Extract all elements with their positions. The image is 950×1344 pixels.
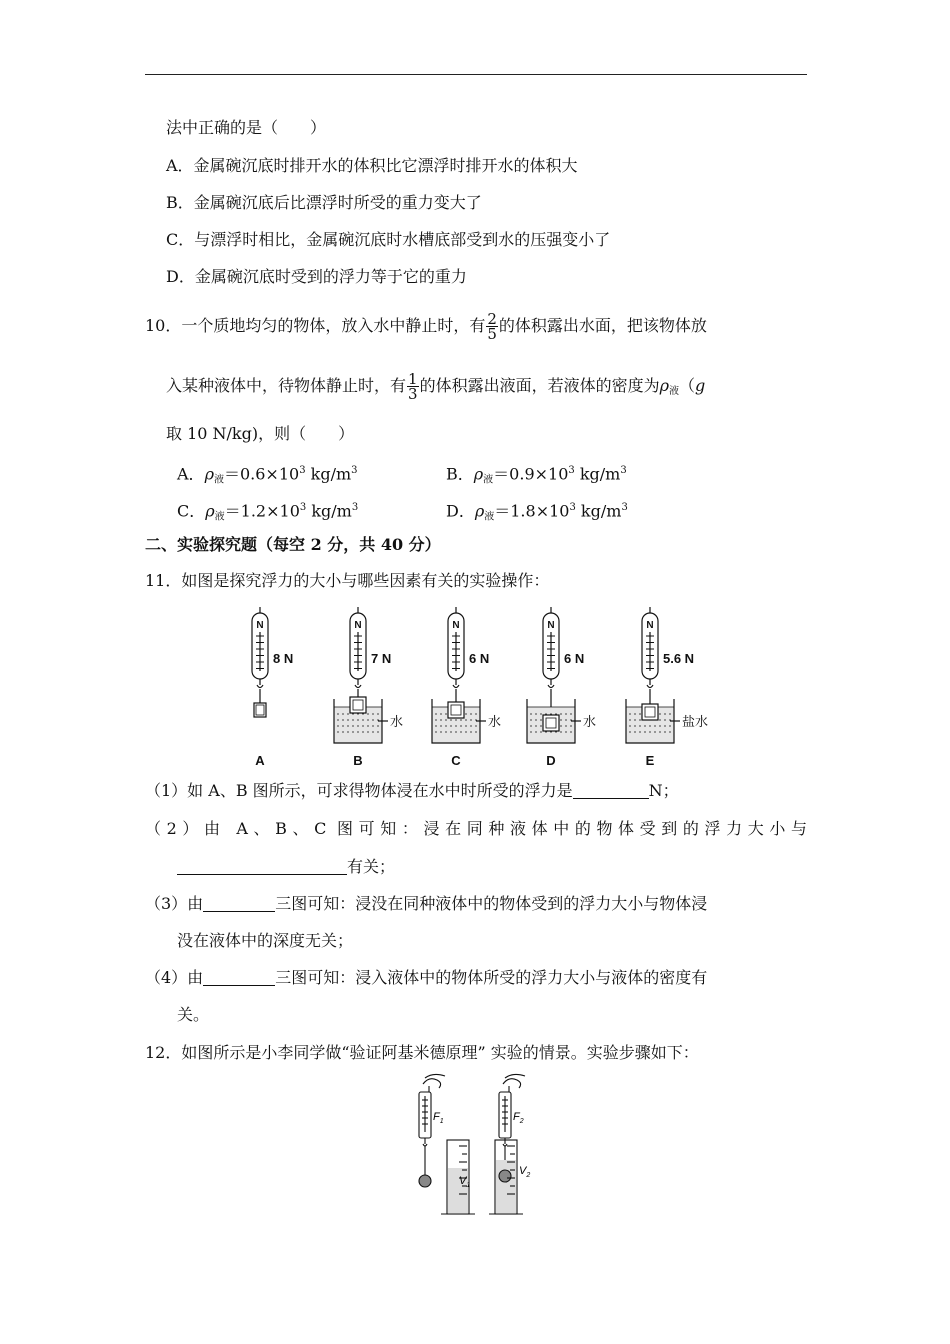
q11-figure — [235, 605, 725, 770]
q10-text: 10．一个质地均匀的物体，放入水中静止时，有 — [145, 316, 486, 335]
q9-option-b: B．金属碗沉底后比漂浮时所受的重力变大了 — [166, 193, 482, 212]
fraction-one-third — [407, 372, 419, 401]
liquid-label: 水 — [488, 714, 502, 729]
q10-line-1 — [145, 312, 807, 341]
f1-label: $F_1$ — [433, 1111, 444, 1125]
scale-reading: 7 N — [371, 651, 392, 666]
spring-scale-setup-c — [432, 607, 501, 768]
liquid-label: 盐水 — [682, 714, 709, 729]
f2-label: $F_2$ — [513, 1111, 524, 1125]
v2-label: $V_2$ — [519, 1165, 531, 1179]
fraction-numerator: 2 — [487, 310, 497, 328]
unit: kg/m — [305, 464, 352, 484]
q10-option-d — [446, 497, 628, 528]
q9-option-a: A．金属碗沉底时排开水的体积比它漂浮时排开水的体积大 — [166, 156, 578, 175]
rho-symbol: ρ — [473, 464, 484, 484]
q10-text: 的体积露出水面，把该物体放 — [498, 316, 707, 335]
scale-reading: 8 N — [273, 651, 294, 666]
unit-exponent: 3 — [620, 465, 627, 476]
rho-subscript: 液 — [668, 386, 679, 397]
exponent: 3 — [299, 465, 306, 476]
option-label: D． — [446, 501, 475, 521]
q9-option-d: D．金属碗沉底时受到的浮力等于它的重力 — [166, 267, 467, 286]
exponent: 3 — [299, 502, 307, 513]
q11-text: 三图可知：浸入液体中的物体所受的浮力大小与液体的密度有 — [275, 968, 708, 987]
rho-symbol: ρ — [474, 501, 485, 521]
unit-exponent: 3 — [351, 502, 359, 513]
spring-scale-f2 — [489, 1074, 525, 1214]
figure-label: C — [451, 753, 461, 768]
fraction-denominator: 5 — [487, 325, 497, 343]
q11-part-2: （2）由 A、B、C 图可知：浸在同种液体中的物体受到的浮力大小与 — [145, 819, 807, 838]
rho-subscript: 液 — [213, 474, 224, 486]
q11-part-2-cont — [177, 856, 395, 878]
newton-mark: N — [452, 620, 460, 631]
q11-text: （4）由 — [145, 968, 204, 987]
newton-mark: N — [646, 620, 654, 631]
spring-scale-setup-a — [252, 607, 293, 768]
q11-part-3-cont: 没在液体中的深度无关； — [177, 931, 354, 950]
v1-label: $V_1$ — [459, 1175, 471, 1189]
q10-text: 入某种液体中，待物体静止时，有 — [166, 376, 407, 395]
spring-scale-setup-e — [626, 607, 708, 768]
q11-text: （1）如 A、B 图所示，可求得物体浸在水中时所受的浮力是 — [145, 781, 573, 800]
rho-subscript: 液 — [483, 474, 494, 486]
option-value: ＝1.8×10 — [494, 501, 570, 521]
q11-part-4-cont: 关。 — [177, 1005, 210, 1024]
option-value: ＝0.6×10 — [223, 464, 300, 484]
option-value: ＝0.9×10 — [493, 464, 569, 484]
liquid-label: 水 — [390, 714, 404, 729]
figure-label: A — [255, 753, 265, 768]
option-label: C． — [177, 501, 206, 521]
unit: kg/m — [575, 501, 622, 521]
newton-mark: N — [354, 620, 362, 631]
option-label: B． — [446, 464, 474, 484]
spring-scale-f1 — [419, 1074, 475, 1214]
liquid-label: 水 — [583, 714, 597, 729]
answer-blank[interactable] — [573, 782, 649, 799]
q12-stem: 12．如图所示是小李同学做“验证阿基米德原理” 实验的情景。实验步骤如下： — [145, 1043, 699, 1062]
section-title: 二、实验探究题（每空 2 分，共 40 分） — [145, 535, 441, 554]
figure-label: D — [546, 753, 556, 768]
q11-stem: 11．如图是探究浮力的大小与哪些因素有关的实验操作： — [145, 571, 550, 590]
q11-part-1 — [145, 780, 679, 802]
fraction-denominator: 3 — [408, 385, 418, 403]
q10-text: 的体积露出液面，若液体的密度为 — [419, 376, 660, 395]
q9-option-c: C．与漂浮时相比，金属碗沉底时水槽底部受到水的压强变小了 — [166, 230, 611, 249]
q11-text: （3）由 — [145, 894, 204, 913]
option-value: ＝1.2×10 — [224, 501, 300, 521]
rho-subscript: 液 — [484, 511, 495, 523]
rho-symbol: ρ — [659, 376, 669, 395]
unit: kg/m — [306, 501, 352, 521]
newton-mark: N — [547, 620, 555, 631]
newton-mark: N — [256, 620, 264, 631]
q10-option-b — [446, 460, 627, 491]
rho-symbol: ρ — [205, 501, 215, 521]
exponent: 3 — [568, 465, 575, 476]
q11-part-3 — [145, 893, 707, 915]
q11-part-4 — [145, 967, 707, 989]
unit-exponent: 3 — [351, 465, 358, 476]
answer-blank[interactable] — [203, 895, 275, 912]
answer-blank[interactable] — [177, 858, 347, 875]
q10-option-a — [177, 460, 358, 491]
option-label: A． — [177, 464, 205, 484]
q11-text: N； — [648, 781, 679, 800]
fraction-two-fifths — [486, 312, 498, 341]
figure-label: B — [353, 753, 363, 768]
q11-text: 有关； — [347, 857, 396, 876]
fraction-numerator: 1 — [408, 370, 418, 388]
q10-option-c — [177, 497, 358, 528]
q9-stem-tail: 法中正确的是（ ） — [166, 118, 327, 137]
q12-figure — [395, 1070, 555, 1220]
q10-text: （ — [678, 376, 695, 395]
q11-text: 三图可知：浸没在同种液体中的物体受到的浮力大小与物体浸 — [275, 894, 708, 913]
rho-symbol: ρ — [204, 464, 214, 484]
scale-reading: 6 N — [469, 651, 490, 666]
spring-scale-setup-b — [334, 607, 403, 768]
scale-reading: 6 N — [564, 651, 585, 666]
answer-blank[interactable] — [203, 969, 275, 986]
exponent: 3 — [569, 502, 576, 513]
spring-scale-setup-d — [527, 607, 596, 768]
g-symbol: g — [695, 376, 706, 395]
scale-reading: 5.6 N — [663, 651, 695, 666]
figure-label: E — [645, 753, 655, 768]
unit-exponent: 3 — [621, 502, 628, 513]
unit: kg/m — [574, 464, 621, 484]
q10-line-3: 取 10 N/kg)，则（ ） — [166, 424, 355, 443]
rho-subscript: 液 — [214, 511, 225, 523]
q10-line-2 — [166, 372, 807, 403]
header-rule — [145, 74, 807, 75]
